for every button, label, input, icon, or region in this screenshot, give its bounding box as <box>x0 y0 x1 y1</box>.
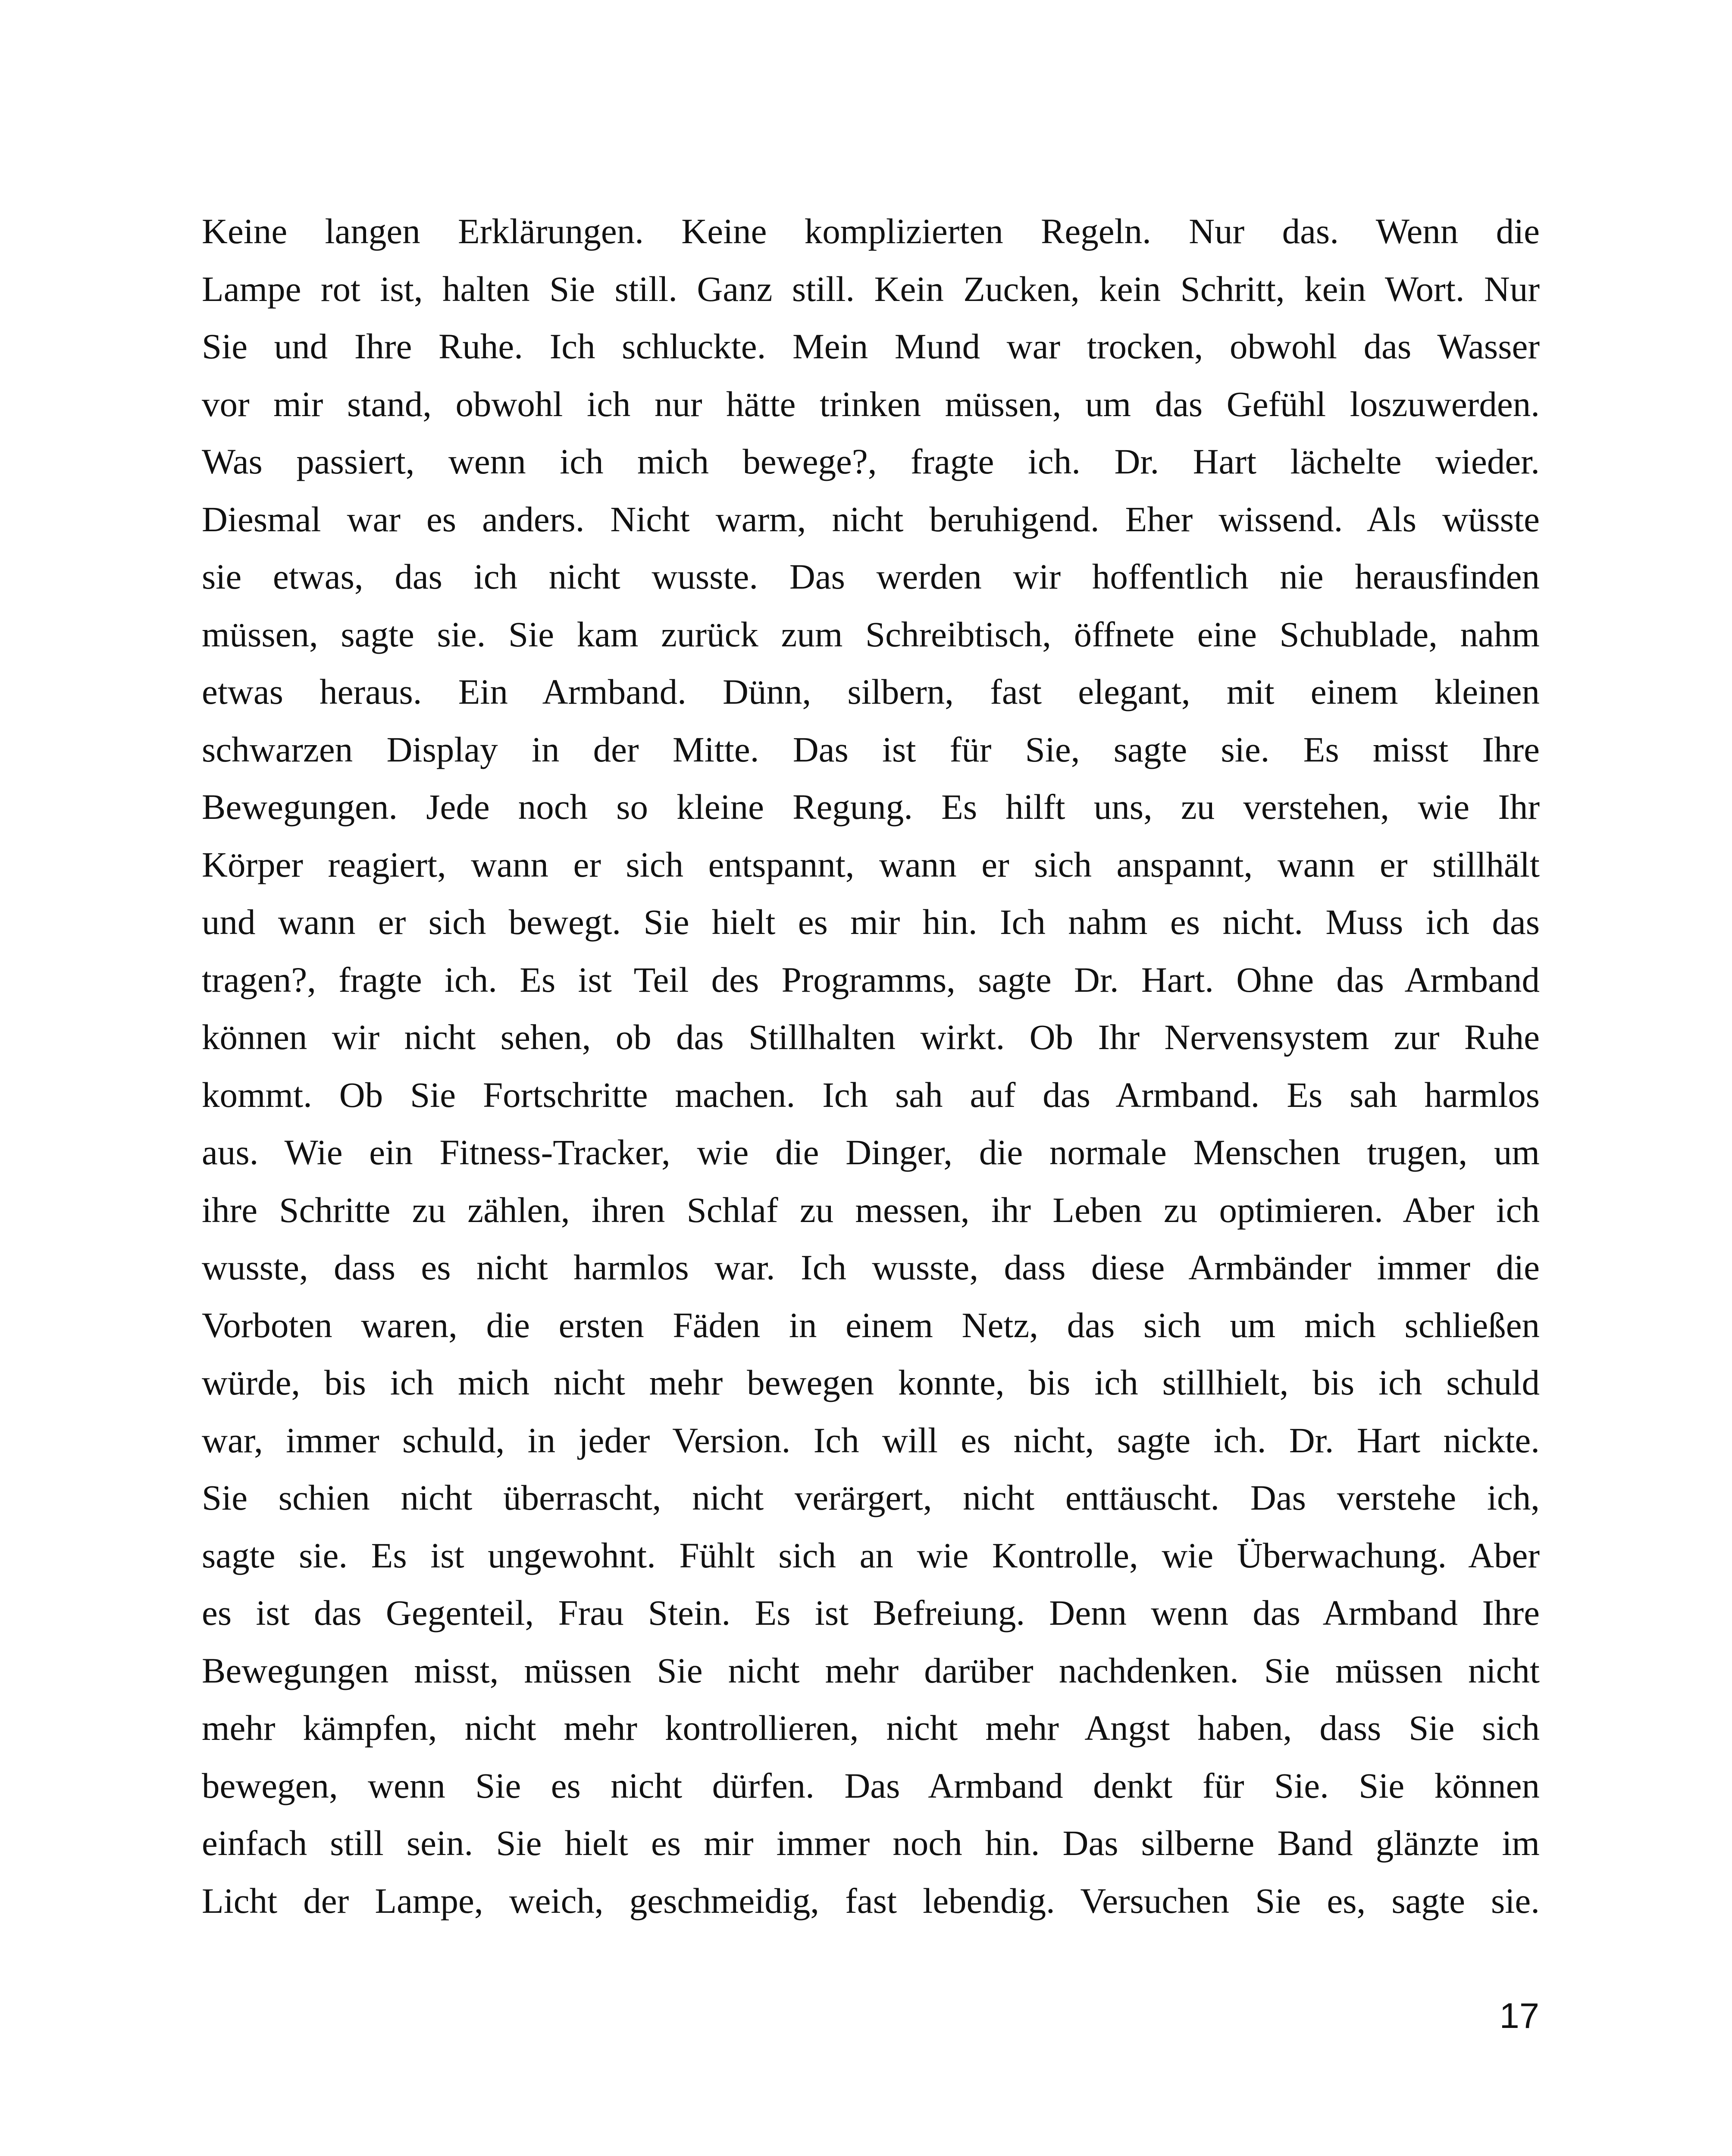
text-line: es ist das Gegenteil, Frau Stein. Es ist Befreiung. Denn wenn das Armband Ihre <box>202 1593 1540 1633</box>
text-line: ihre Schritte zu zählen, ihren Schlaf zu messen, ihr Leben zu optimieren. Aber ich <box>202 1190 1540 1230</box>
text-line: Körper reagiert, wann er sich entspannt, wann er sich anspannt, wann er stillhält <box>202 844 1540 884</box>
text-line: aus. Wie ein Fitness-Tracker, wie die Dinger, die normale Menschen trugen, um <box>202 1132 1540 1172</box>
text-line: bewegen, wenn Sie es nicht dürfen. Das Armband denkt für Sie. Sie können <box>202 1765 1540 1805</box>
text-line: tragen?, fragte ich. Es ist Teil des Programms, sagte Dr. Hart. Ohne das Armband <box>202 959 1540 1000</box>
text-line: Sie schien nicht überrascht, nicht verärgert, nicht enttäuscht. Das verstehe ich, <box>202 1478 1540 1517</box>
text-line: Bewegungen. Jede noch so kleine Regung. Es hilft uns, zu verstehen, wie Ihr <box>202 787 1540 827</box>
text-line: und wann er sich bewegt. Sie hielt es mir hin. Ich nahm es nicht. Muss ich das <box>202 902 1540 942</box>
text-line: Diesmal war es anders. Nicht warm, nicht beruhigend. Eher wissend. Als wüsste <box>202 499 1540 539</box>
text-line: etwas heraus. Ein Armband. Dünn, silbern, fast elegant, mit einem kleinen <box>202 672 1540 711</box>
text-line: sie etwas, das ich nicht wusste. Das werden wir hoffentlich nie herausfinden <box>202 557 1540 596</box>
text-line: war, immer schuld, in jeder Version. Ich will es nicht, sagte ich. Dr. Hart nickte. <box>202 1420 1540 1460</box>
text-line: wusste, dass es nicht harmlos war. Ich wusste, dass diese Armbänder immer die <box>202 1247 1540 1287</box>
text-line: müssen, sagte sie. Sie kam zurück zum Schreibtisch, öffnete eine Schublade, nahm <box>202 614 1540 654</box>
text-line: Bewegungen misst, müssen Sie nicht mehr darüber nachdenken. Sie müssen nicht <box>202 1650 1540 1690</box>
body-text <box>202 203 1540 1930</box>
text-line: Keine langen Erklärungen. Keine komplizierten Regeln. Nur das. Wenn die <box>202 211 1540 251</box>
text-line: können wir nicht sehen, ob das Stillhalten wirkt. Ob Ihr Nervensystem zur Ruhe <box>202 1017 1540 1057</box>
text-line: Was passiert, wenn ich mich bewege?, fragte ich. Dr. Hart lächelte wieder. <box>202 442 1540 481</box>
text-line: würde, bis ich mich nicht mehr bewegen konnte, bis ich stillhielt, bis ich schuld <box>202 1363 1540 1402</box>
text-line: einfach still sein. Sie hielt es mir immer noch hin. Das silberne Band glänzte im <box>202 1823 1540 1863</box>
text-line: Sie und Ihre Ruhe. Ich schluckte. Mein Mund war trocken, obwohl das Wasser <box>202 326 1540 366</box>
text-line: Vorboten waren, die ersten Fäden in einem Netz, das sich um mich schließen <box>202 1305 1540 1345</box>
text-line: mehr kämpfen, nicht mehr kontrollieren, nicht mehr Angst haben, dass Sie sich <box>202 1708 1540 1748</box>
text-line: vor mir stand, obwohl ich nur hätte trinken müssen, um das Gefühl loszuwerden. <box>202 384 1540 424</box>
text-line: kommt. Ob Sie Fortschritte machen. Ich sah auf das Armband. Es sah harmlos <box>202 1075 1540 1115</box>
text-line: Licht der Lampe, weich, geschmeidig, fast lebendig. Versuchen Sie es, sagte sie. <box>202 1880 1540 1921</box>
text-line: Lampe rot ist, halten Sie still. Ganz still. Kein Zucken, kein Schritt, kein Wort. Nur <box>202 269 1540 309</box>
page-number: 17 <box>1499 1996 1539 2036</box>
text-line: sagte sie. Es ist ungewohnt. Fühlt sich an wie Kontrolle, wie Überwachung. Aber <box>202 1535 1540 1575</box>
text-line: schwarzen Display in der Mitte. Das ist für Sie, sagte sie. Es misst Ihre <box>202 729 1540 769</box>
